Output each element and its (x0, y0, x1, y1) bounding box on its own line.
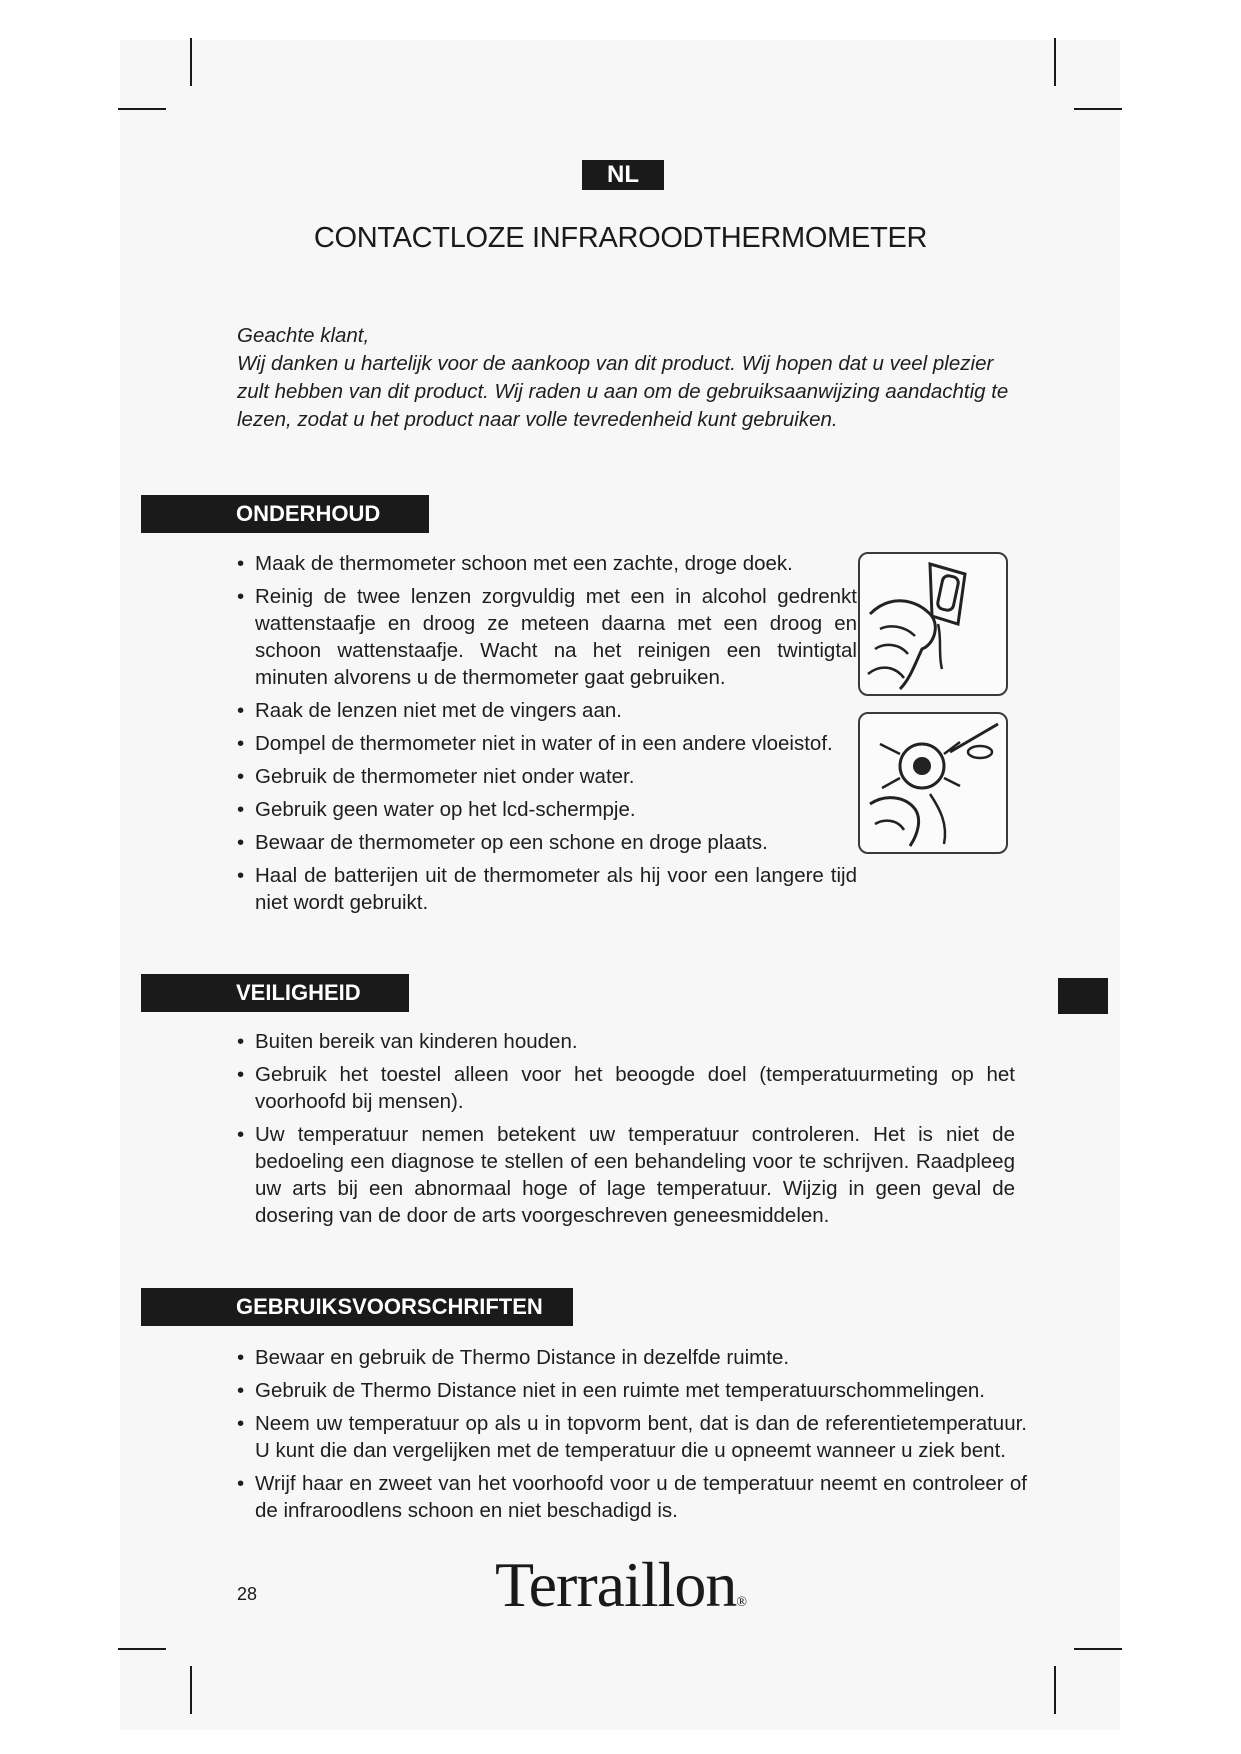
crop-mark (190, 1666, 192, 1714)
intro-body: Wij danken u hartelijk voor de aankoop van dit product. Wij hopen dat u veel plezier zult hebben van dit product. Wij raden u aan om de gebruiksaanwijzing aandachtig te lezen, zodat u het product naar volle tevredenheid kunt gebruiken. (237, 352, 1009, 431)
list-item: • Bewaar de thermometer op een schone en droge plaats. (237, 829, 857, 856)
crop-mark (118, 1648, 166, 1650)
list-item: • Gebruik het toestel alleen voor het beoogde doel (temperatuurmeting op het voorhoofd bij mensen). (237, 1061, 1015, 1115)
cleaning-illustration-hand (858, 552, 1008, 696)
list-item: • Bewaar en gebruik de Thermo Distance in dezelfde ruimte. (237, 1344, 1027, 1371)
brand-logo (0, 1548, 1241, 1622)
list-item: • Buiten bereik van kinderen houden. (237, 1028, 1015, 1055)
list-item: • Gebruik de Thermo Distance niet in een ruimte met temperatuurschommelingen. (237, 1377, 1027, 1404)
intro-greeting: Geachte klant, (237, 324, 370, 347)
section-header-safety: VEILIGHEID (141, 974, 409, 1012)
section-header-maintenance: ONDERHOUD (141, 495, 429, 533)
cleaning-illustration-swab (858, 712, 1008, 854)
crop-mark (1054, 1666, 1056, 1714)
list-item: • Gebruik de thermometer niet onder water. (237, 763, 857, 790)
list-item: • Wrijf haar en zweet van het voorhoofd voor u de temperatuur neemt en controleer of de infraroodlens schoon en niet beschadigd is. (237, 1470, 1027, 1524)
registered-mark: ® (736, 1595, 747, 1610)
maintenance-list (237, 550, 857, 922)
list-item: • Gebruik geen water op het lcd-schermpje. (237, 796, 857, 823)
list-item: • Dompel de thermometer niet in water of in een andere vloeistof. (237, 730, 857, 757)
page-title: CONTACTLOZE INFRAROODTHERMOMETER (313, 222, 928, 254)
thermometer-hand-icon (860, 554, 1006, 694)
list-item: • Raak de lenzen niet met de vingers aan. (237, 697, 857, 724)
language-badge: NL (582, 160, 664, 190)
list-item: • Haal de batterijen uit de thermometer als hij voor een langere tijd niet wordt gebruikt. (237, 862, 857, 916)
list-item: • Uw temperatuur nemen betekent uw temperatuur controleren. Het is niet de bedoeling een diagnose te stellen of een behandeling voor te schrijven. Raadpleeg uw arts bij een abnormaal hoge of lage temperatuur. Wijzig in geen geval de dosering van de door de arts voorgeschreven geneesmiddelen. (237, 1121, 1015, 1229)
side-tab-marker (1058, 978, 1108, 1014)
brand-name: Terraillon (494, 1549, 737, 1620)
list-item: • Neem uw temperatuur op als u in topvorm bent, dat is dan de referentietemperatuur. U kunt die dan vergelijken met de temperatuur die u opneemt wanneer u ziek bent. (237, 1410, 1027, 1464)
page-number: 28 (237, 1584, 258, 1604)
crop-mark (118, 108, 166, 110)
safety-list (237, 1028, 1015, 1235)
usage-list (237, 1344, 1027, 1530)
lens-cleaning-icon (860, 714, 1006, 852)
crop-mark (190, 38, 192, 86)
list-item: • Maak de thermometer schoon met een zachte, droge doek. (237, 550, 857, 577)
list-item: • Reinig de twee lenzen zorgvuldig met een in alcohol gedrenkt wattenstaafje en droog ze meteen daarna met een droog en schoon wattenstaafje. Wacht na het reinigen een twintigtal minuten alvorens u de thermometer gaat gebruiken. (237, 583, 857, 691)
section-header-usage: GEBRUIKSVOORSCHRIFTEN (141, 1288, 573, 1326)
crop-mark (1074, 1648, 1122, 1650)
crop-mark (1054, 38, 1056, 86)
crop-mark (1074, 108, 1122, 110)
intro-text (237, 322, 1027, 434)
